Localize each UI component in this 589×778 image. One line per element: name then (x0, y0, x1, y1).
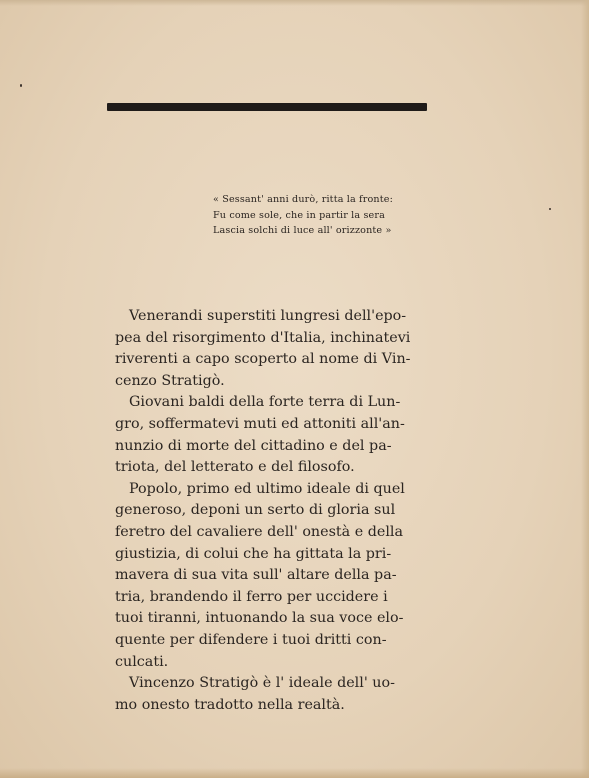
paper-edge-top (0, 0, 589, 6)
text-line: mavera di sua vita sull' altare della pa- (115, 567, 397, 584)
text-line: feretro del cavaliere dell' onestà e della (115, 523, 404, 540)
text-line: culcati. (115, 653, 169, 670)
paragraph (115, 479, 435, 673)
paragraph (115, 392, 435, 478)
epigraph-line: Lascia solchi di luce all' orizzonte » (213, 225, 392, 236)
text-line: giustizia, di colui che ha gittata la pri- (115, 545, 392, 562)
text-line: triota, del letterato e del filosofo. (115, 459, 355, 476)
paper-speck (20, 84, 22, 87)
paragraph (115, 673, 435, 716)
paper-speck (549, 208, 551, 210)
body-text (115, 306, 435, 716)
epigraph-quote (213, 192, 443, 239)
epigraph-line: « Sessant' anni durò, ritta la fronte: (213, 194, 393, 205)
paper-edge-right (581, 0, 589, 778)
text-line: quente per difendere i tuoi dritti con- (115, 631, 387, 648)
text-line: generoso, deponi un serto di gloria sul (115, 502, 396, 519)
text-line: cenzo Stratigò. (115, 372, 225, 389)
text-line: pea del risorgimento d'Italia, inchinatevi (115, 329, 411, 346)
paper-edge-bottom (0, 768, 589, 778)
text-line: mo onesto tradotto nella realtà. (115, 696, 345, 713)
text-line: Popolo, primo ed ultimo ideale di quel (129, 480, 405, 497)
text-line: Vincenzo Stratigò è l' ideale dell' uo- (129, 675, 395, 692)
black-rule-divider (107, 103, 427, 111)
text-line: Venerandi superstiti lungresi dell'epo- (129, 308, 407, 324)
text-line: nunzio di morte del cittadino e del pa- (115, 437, 392, 454)
text-line: tria, brandendo il ferro per uccidere i (115, 588, 388, 605)
paragraph (115, 306, 435, 392)
text-line: riverenti a capo scoperto al nome di Vin- (115, 351, 411, 368)
text-line: tuoi tiranni, intuonando la sua voce elo- (115, 610, 404, 627)
text-line: gro, soffermatevi muti ed attoniti all'an- (115, 415, 405, 432)
text-line: Giovani baldi della forte terra di Lun- (129, 394, 401, 411)
epigraph-line: Fu come sole, che in partir la sera (213, 209, 385, 221)
